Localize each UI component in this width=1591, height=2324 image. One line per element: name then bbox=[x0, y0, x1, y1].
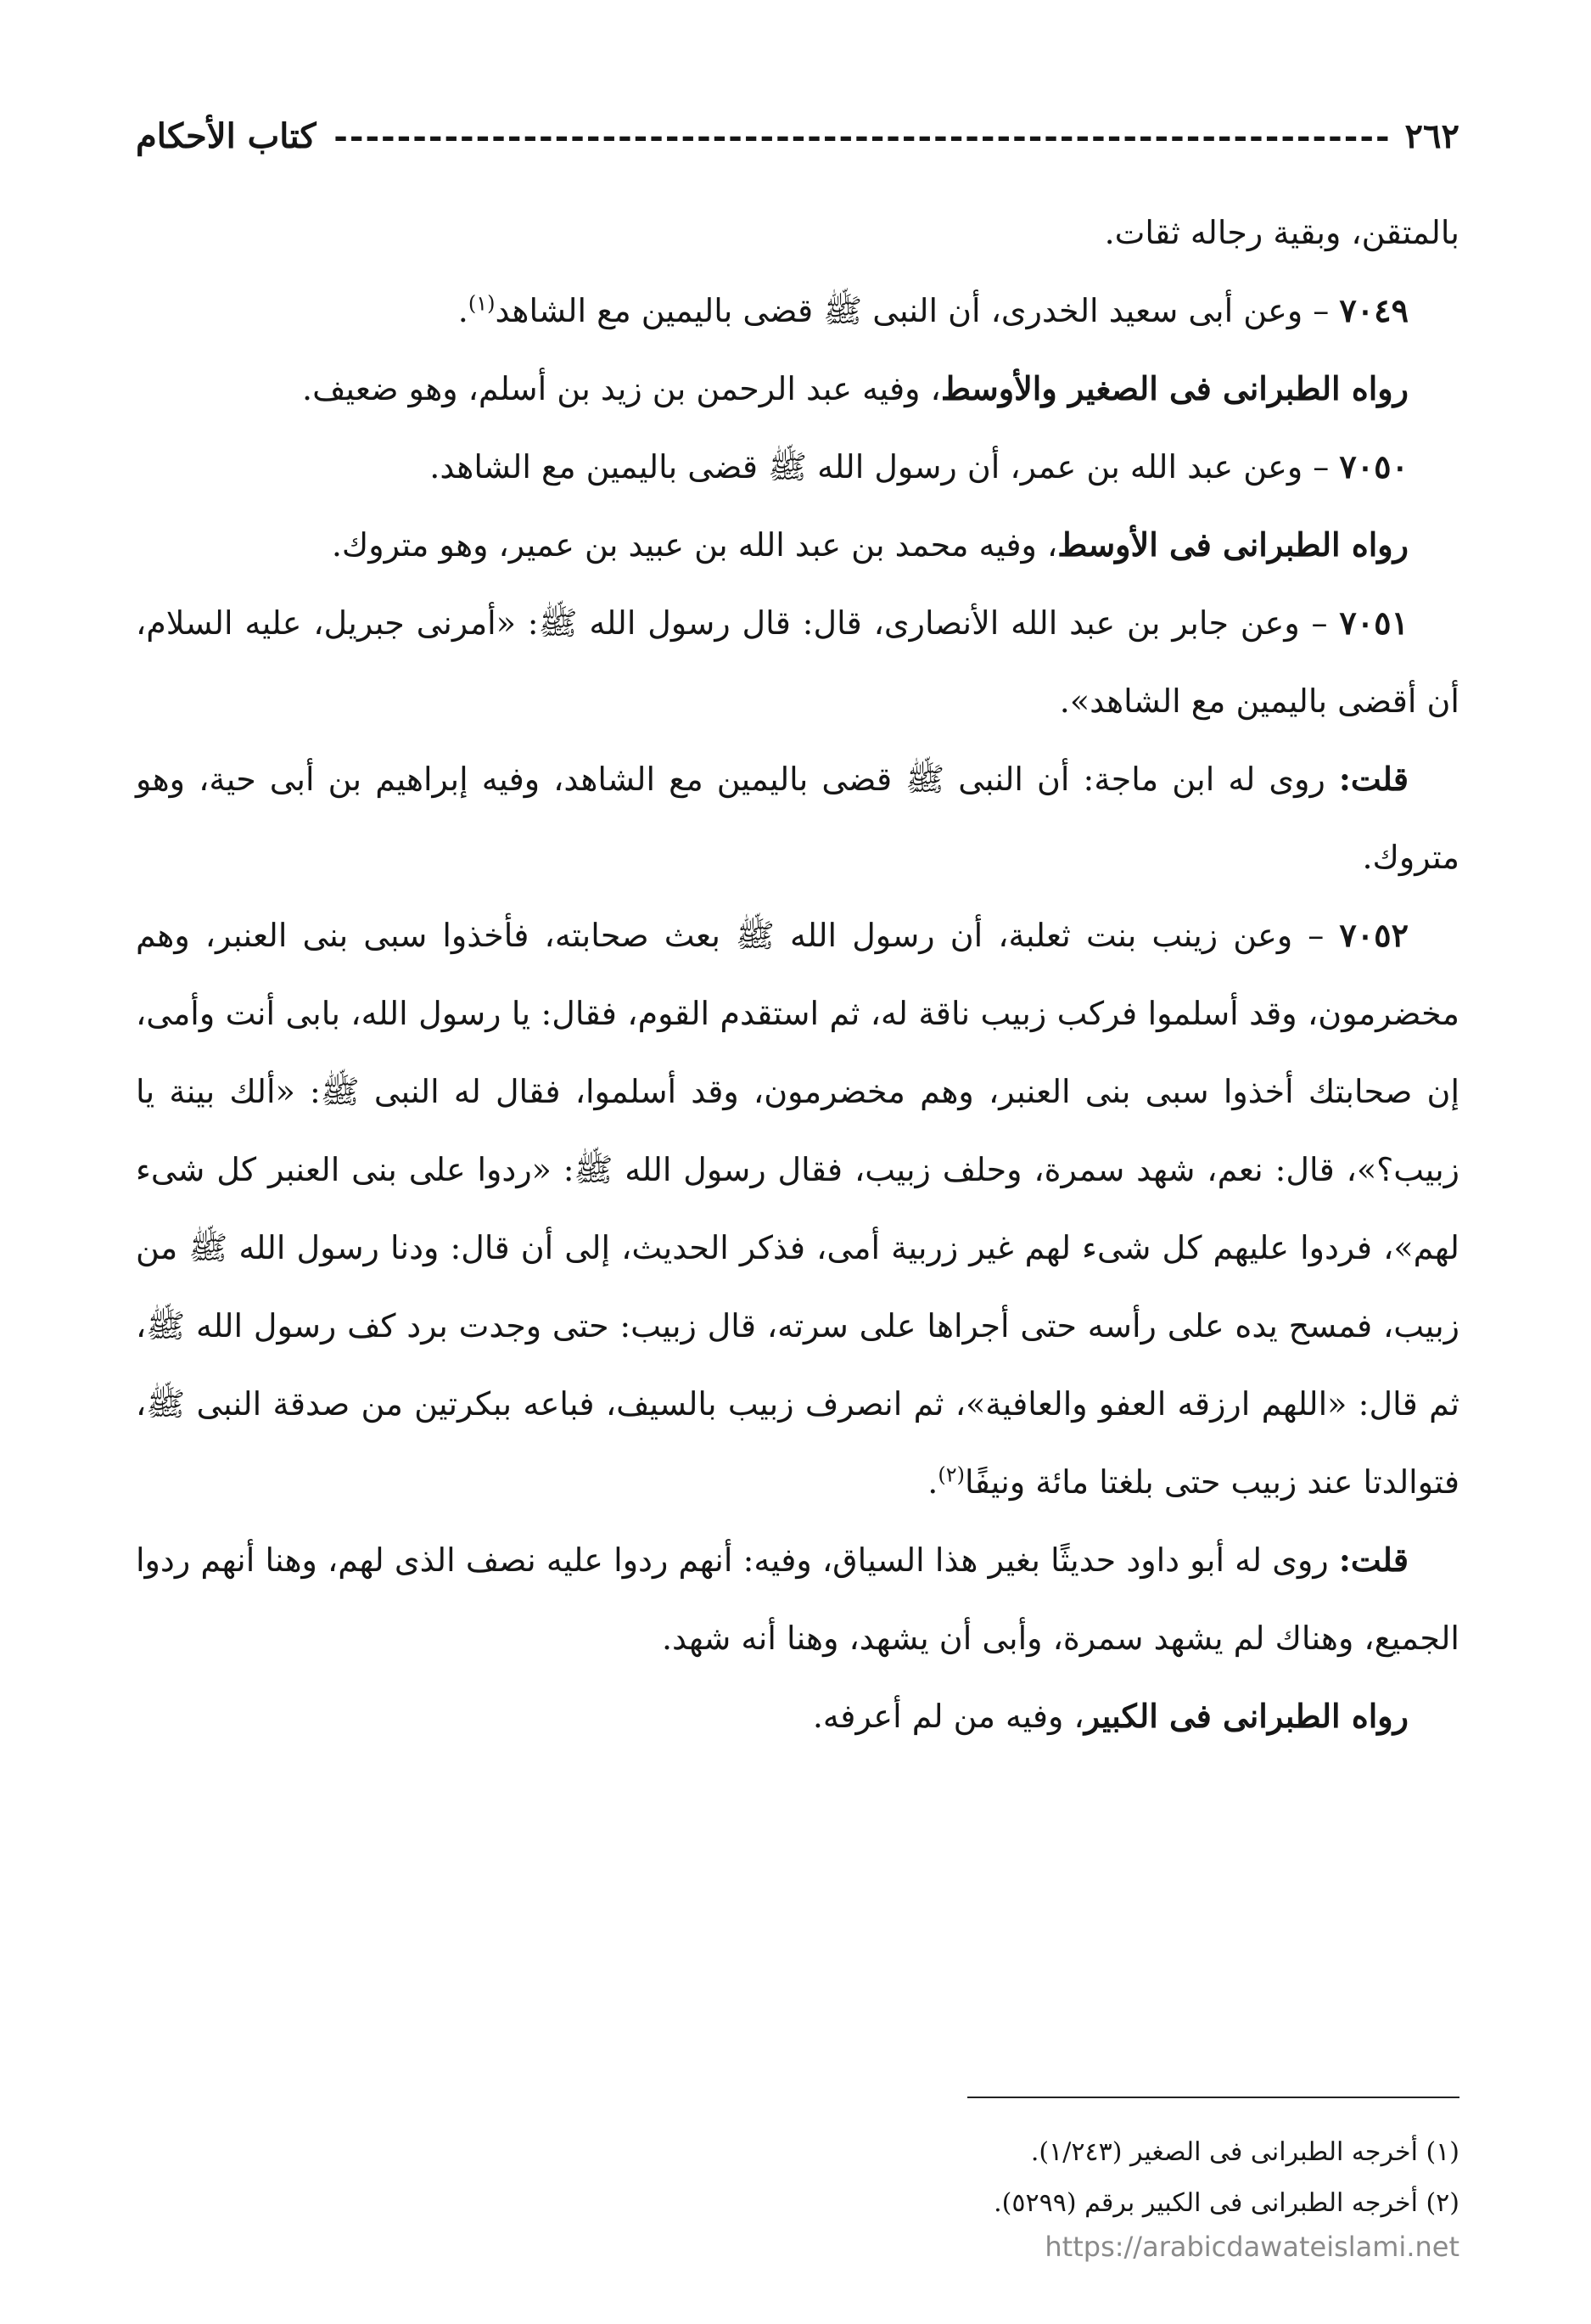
page-header bbox=[136, 110, 1459, 161]
comment-text: روى له ابن ماجة: أن النبى ﷺ قضى باليمين مع الشاهد، وفيه إبراهيم بن أبى حية، وهو متروك. bbox=[136, 761, 1459, 876]
hadith-number: ٧٠٤٩ bbox=[1339, 291, 1409, 329]
narration-text: ، وفيه من لم أعرفه. bbox=[812, 1698, 1084, 1735]
hadith-number: ٧٠٥٠ bbox=[1339, 447, 1409, 486]
book-page bbox=[136, 93, 1459, 2266]
narration-text: ، وفيه عبد الرحمن بن زيد بن أسلم، وهو ضعيف. bbox=[302, 370, 941, 407]
narration-7052 bbox=[136, 1677, 1459, 1755]
comment-7052 bbox=[136, 1521, 1459, 1677]
hadith-end: . bbox=[457, 292, 468, 329]
hadith-number: ٧٠٥٢ bbox=[1339, 916, 1409, 954]
hadith-number: ٧٠٥١ bbox=[1339, 603, 1409, 642]
hadith-7051 bbox=[136, 584, 1459, 740]
hadith-text: – وعن جابر بن عبد الله الأنصارى، قال: قال رسول الله ﷺ: «أمرنى جبريل، عليه السلام، أن أقضى باليمين مع الشاهد». bbox=[136, 604, 1459, 720]
page-number: ٢٦٢ bbox=[1404, 115, 1459, 156]
comment-7051 bbox=[136, 740, 1459, 896]
narrator-source: رواه الطبرانى فى الأوسط bbox=[1057, 525, 1409, 564]
narrator-source: رواه الطبرانى فى الصغير والأوسط bbox=[940, 369, 1409, 407]
comment-label: قلت: bbox=[1338, 760, 1409, 798]
hadith-7049 bbox=[136, 272, 1459, 350]
hadith-text: – وعن زينب بنت ثعلبة، أن رسول الله ﷺ بعث صحابته، فأخذوا سبى بنى العنبر، وهم مخضرمون، وقد أسلموا فركب زبيب ناقة له، ثم استقدم القوم، فقال: يا رسول الله، بابى أنت وأمى، إن صحابتك أخذوا سبى بنى العنبر، وهم مخضرمون، وقد أسلموا، فقال له النبى ﷺ: «ألك بينة يا زبيب؟»، قال: نعم، شهد سمرة، وحلف زبيب، فقال رسول الله ﷺ: «ردوا على بنى العنبر كل شىء لهم»، فردوا عليهم كل شىء لهم غير زربية أمى، فذكر الحديث، إلى أن قال: ودنا رسول الله ﷺ من زبيب، فمسح يده على رأسه حتى أجراها على سرته، قال زبيب: حتى وجدت برد كف رسول الله ﷺ، ثم قال: «اللهم ارزقه العفو والعافية»، ثم انصرف زبيب بالسيف، فباعه ببكرتين من صدقة النبى ﷺ، فتوالدتا عند زبيب حتى بلغتا مائة ونيفًا bbox=[136, 917, 1459, 1501]
footnote-2: (٢) أخرجه الطبرانى فى الكبير برقم (٥٢٩٩). bbox=[994, 2188, 1459, 2218]
source-watermark: https://arabicdawateislami.net bbox=[1045, 2231, 1459, 2263]
hadith-7050 bbox=[136, 428, 1459, 506]
comment-text: روى له أبو داود حديثًا بغير هذا السياق، وفيه: أنهم ردوا عليه نصف الذى لهم، وهنا أنهم ردوا الجميع، وهناك لم يشهد سمرة، وأبى أن يشهد، وهنا أنه شهد. bbox=[136, 1541, 1459, 1657]
hadith-end: . bbox=[927, 1463, 938, 1501]
hadith-text: – وعن عبد الله بن عمر، أن رسول الله ﷺ قضى باليمين مع الشاهد. bbox=[429, 448, 1340, 486]
book-title: كتاب الأحكام bbox=[136, 115, 317, 156]
footnote-ref: (١) bbox=[468, 291, 496, 316]
footnote-1: (١) أخرجه الطبرانى فى الصغير (١/٢٤٣). bbox=[1030, 2137, 1459, 2167]
narration-7049 bbox=[136, 350, 1459, 428]
comment-label: قلت: bbox=[1338, 1541, 1409, 1579]
continuation-paragraph: بالمتقن، وبقية رجاله ثقات. bbox=[1104, 214, 1459, 251]
main-text bbox=[136, 194, 1459, 1755]
narration-7050 bbox=[136, 506, 1459, 584]
header-dash-rule: ------------------------------------------------------------------- bbox=[333, 115, 1392, 156]
footnotes-section bbox=[136, 2097, 1459, 2229]
narrator-source: رواه الطبرانى فى الكبير bbox=[1084, 1697, 1409, 1735]
hadith-text: – وعن أبى سعيد الخدرى، أن النبى ﷺ قضى باليمين مع الشاهد bbox=[495, 292, 1340, 329]
narration-text: ، وفيه محمد بن عبد الله بن عبيد بن عمير، وهو متروك. bbox=[331, 526, 1058, 564]
footnote-divider bbox=[967, 2097, 1459, 2098]
hadith-7052 bbox=[136, 896, 1459, 1521]
footnote-ref: (٢) bbox=[938, 1462, 965, 1487]
